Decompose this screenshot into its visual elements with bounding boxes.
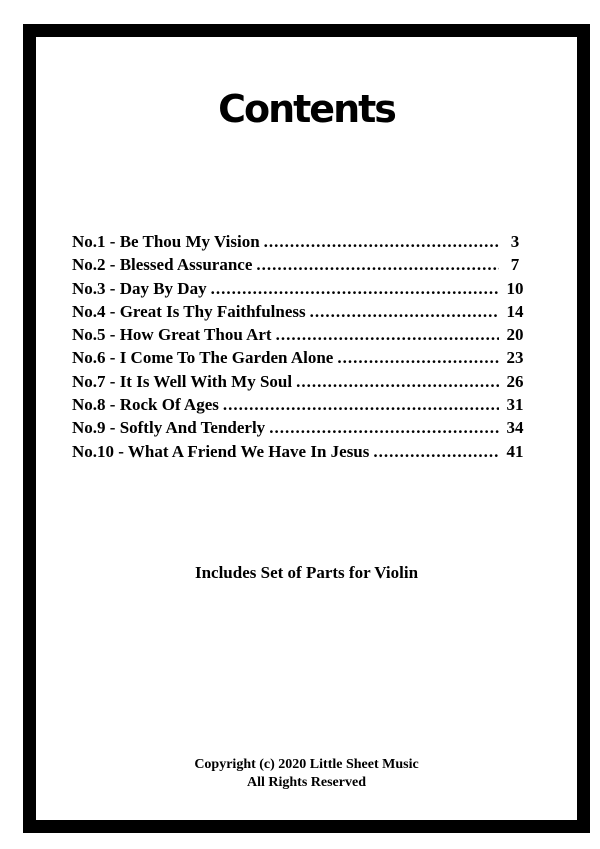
table-of-contents	[72, 232, 527, 465]
toc-entry-title: No.6 - I Come To The Garden Alone	[72, 348, 334, 368]
toc-entry	[72, 348, 527, 371]
toc-entry	[72, 279, 527, 302]
toc-entry-title: No.2 - Blessed Assurance	[72, 255, 253, 275]
toc-entry	[72, 442, 527, 465]
instrument-note: Includes Set of Parts for Violin	[194, 563, 419, 582]
toc-dot-leader	[337, 348, 499, 368]
toc-entry	[72, 232, 527, 255]
toc-entry	[72, 255, 527, 278]
toc-dot-leader	[310, 302, 499, 322]
toc-dot-leader	[276, 325, 499, 345]
toc-entry-page: 26	[506, 371, 524, 391]
toc-entry-page: 3	[510, 232, 520, 251]
toc-dot-leader	[296, 372, 499, 392]
toc-dot-leader	[256, 255, 499, 275]
toc-entry-page: 20	[506, 325, 524, 345]
page-frame	[23, 24, 590, 833]
toc-entry-title: No.9 - Softly And Tenderly	[72, 418, 266, 438]
toc-dot-leader	[264, 232, 499, 252]
toc-entry-page: 23	[506, 348, 524, 368]
toc-entry-page: 31	[506, 395, 524, 415]
toc-entry-title: No.7 - It Is Well With My Soul	[72, 371, 293, 391]
toc-entry-page: 34	[506, 418, 524, 438]
toc-entry-page: 41	[506, 441, 524, 461]
toc-entry-title: No.5 - How Great Thou Art	[72, 325, 272, 345]
toc-dot-leader	[269, 418, 499, 438]
toc-entry	[72, 395, 527, 418]
toc-entry-page: 14	[506, 301, 524, 321]
toc-entry-title: No.4 - Great Is Thy Faithfulness	[72, 301, 306, 321]
copyright-line: Copyright (c) 2020 Little Sheet Music	[194, 757, 419, 772]
toc-dot-leader	[223, 395, 499, 415]
toc-entry-title: No.3 - Day By Day	[72, 278, 207, 298]
toc-entry-title: No.8 - Rock Of Ages	[72, 395, 219, 415]
page-title: Contents	[218, 87, 395, 131]
toc-entry-title: No.10 - What A Friend We Have In Jesus	[72, 441, 370, 461]
toc-entry-page: 10	[506, 278, 524, 298]
rights-line: All Rights Reserved	[247, 775, 366, 790]
toc-entry-title: No.1 - Be Thou My Vision	[72, 232, 260, 251]
toc-entry-page: 7	[510, 255, 520, 275]
toc-dot-leader	[211, 279, 499, 299]
toc-entry	[72, 302, 527, 325]
toc-entry	[72, 418, 527, 441]
toc-entry	[72, 372, 527, 395]
copyright-notice	[36, 756, 577, 792]
toc-dot-leader	[373, 442, 499, 462]
toc-entry	[72, 325, 527, 348]
